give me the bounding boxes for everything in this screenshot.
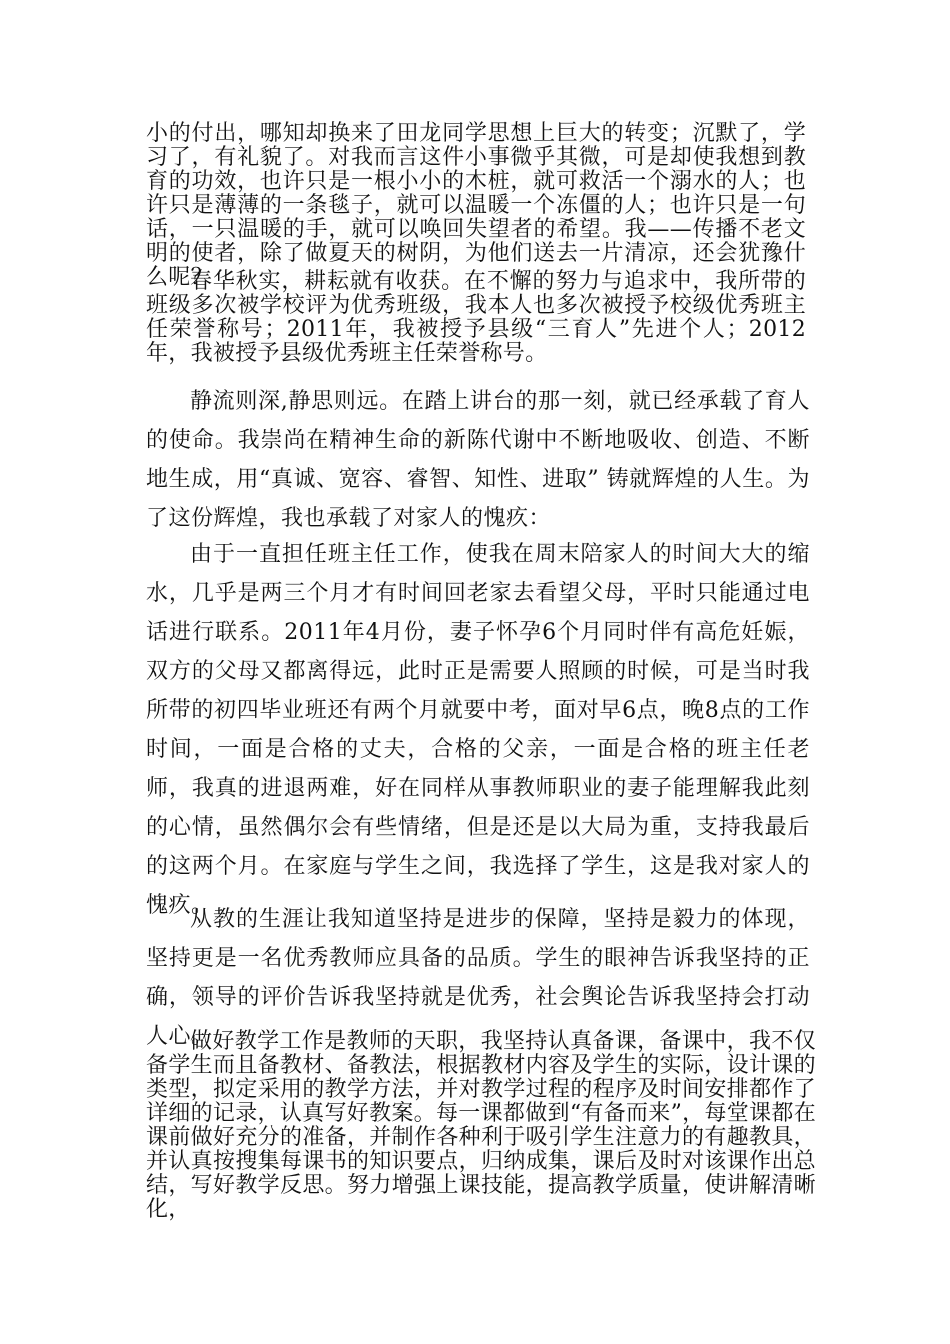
paragraph-family-guilt: 由于一直担任班主任工作，使我在周末陪家人的时间大大的缩水，几乎是两三个月才有时间回老家去看望父母，平时只能通过电话进行联系。2011年4月份，妻子怀孕6个月同时伴有高危妊娠，双方的父母又都离得远，此时正是需要人照顾的时候，可是当时我所带的初四毕业班还有两个月就要中考，面对早6点，晚8点的工作时间，一面是合格的丈夫，合格的父亲，一面是合格的班主任老师，我真的进退两难，好在同样从事教师职业的妻子能理解我此刻的心情，虽然偶尔会有些情绪，但是还是以大局为重，支持我最后的这两个月。在家庭与学生之间，我选择了学生，这是我对家人的愧疚。	[146, 542, 810, 918]
paragraph-honors: 春华秋实，耕耘就有收获。在不懈的努力与追求中，我所带的班级多次被学校评为优秀班级，我本人也多次被授予校级优秀班主任荣誉称号；2011年，我被授予县级“三育人”先进个人；2012年，我被授予县级优秀班主任荣誉称号。	[146, 269, 806, 366]
paragraph-persistence: 从教的生涯让我知道坚持是进步的保障，坚持是毅力的体现，坚持更是一名优秀教师应具备的品质。学生的眼神告诉我坚持的正确，领导的评价告诉我坚持就是优秀，社会舆论告诉我坚持会打动人心。	[146, 907, 810, 1049]
paragraph-tree-shade: 小的付出，哪知却换来了田龙同学思想上巨大的转变；沉默了，学习了，有礼貌了。对我而言这件小事微乎其微，可是却使我想到教育的功效，也许只是一根小小的木桩，就可救活一个溺水的人；也许只是薄薄的一条毯子，就可以温暖一个冻僵的人；也许只是一句话，一只温暖的手，就可以唤回失望者的希望。我——传播不老文明的使者，除了做夏天的树阴，为他们送去一片清凉，还会犹豫什么呢？	[146, 121, 806, 290]
paragraph-mission: 静流则深,静思则远。在踏上讲台的那一刻，就已经承载了育人的使命。我崇尚在精神生命的新陈代谢中不断地吸收、创造、不断地生成，用“真诚、宽容、睿智、知性、进取” 铸就辉煌的人生。为了这份辉煌，我也承载了对家人的愧疚：	[146, 389, 810, 531]
paragraph-teaching: 做好教学工作是教师的天职，我坚持认真备课，备课中，我不仅备学生而且备教材、备教法，根据教材内容及学生的实际，设计课的类型，拟定采用的教学方法，并对教学过程的程序及时间安排都作了详细的记录，认真写好教案。每一课都做到“有备而来”，每堂课都在课前做好充分的准备，并制作各种利于吸引学生注意力的有趣教具，并认真按搜集每课书的知识要点，归纳成集，课后及时对该课作出总结，写好教学反思。努力增强上课技能，提高教学质量，使讲解清晰化，	[146, 1029, 816, 1222]
